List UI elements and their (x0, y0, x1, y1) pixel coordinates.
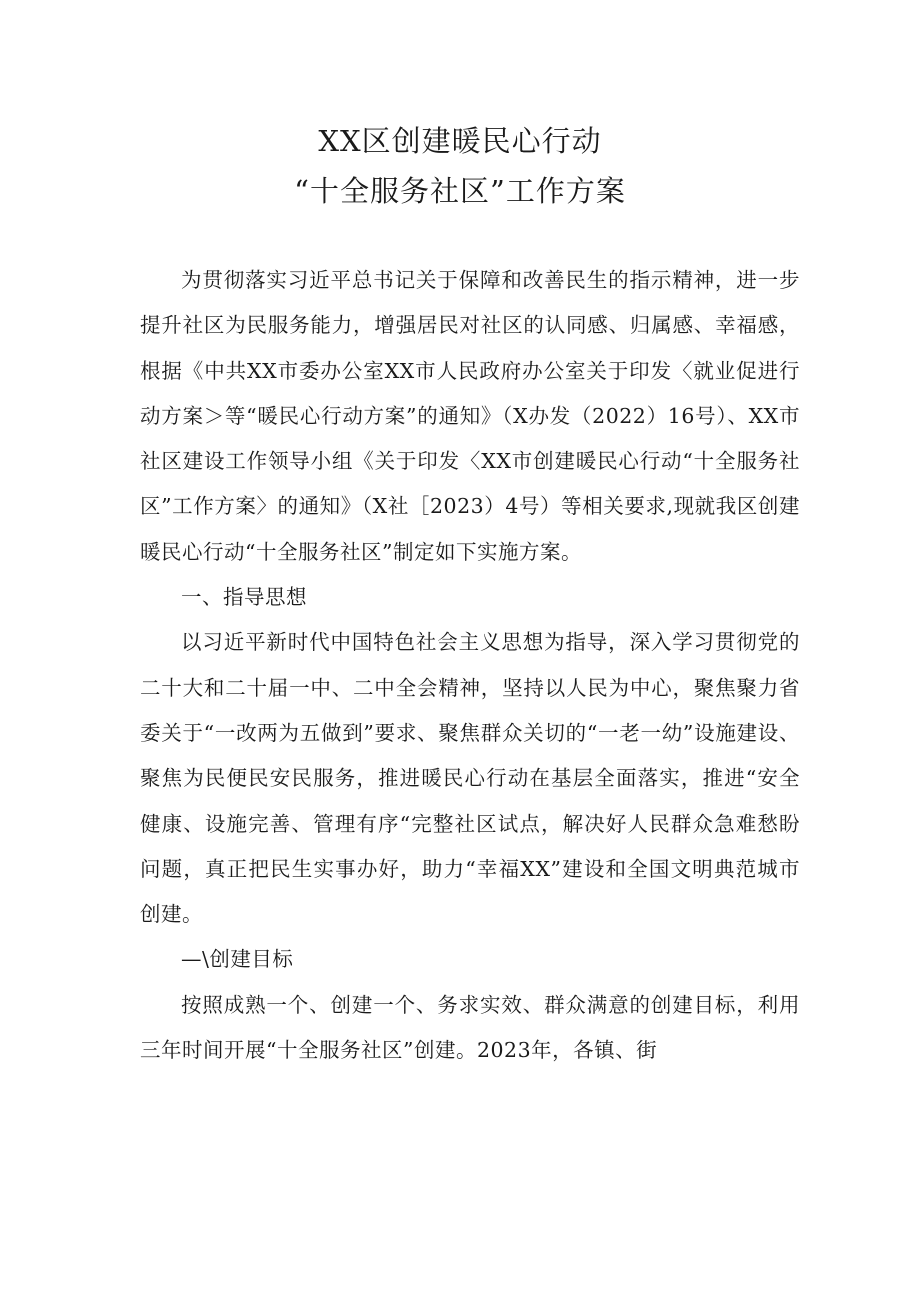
title-line-2: “十全服务社区”工作方案 (294, 174, 626, 208)
goals-paragraph: 按照成熟一个、创建一个、务求实效、群众满意的创建目标，利用三年时间开展“十全服务社区”创建。2023年，各镇、街 (140, 992, 800, 1063)
intro-paragraph: 为贯彻落实习近平总书记关于保障和改善民生的指示精神，进一步提升社区为民服务能力，增强居民对社区的认同感、归属感、幸福感，根据《中共XX市委办公室XX市人民政府办公室关于印发〈就业促进行动方案＞等“暖民心行动方案”的通知》（X办发（2022）16号）、XX市社区建设工作领导小组《关于印发〈XX市创建暖民心行动“十全服务社区”工作方案〉的通知》（X社［2023）4号）等相关要求,现就我区创建暖民心行动“十全服务社区”制定如下实施方案。 (140, 268, 800, 564)
section-heading-guiding-thought: 一、指导思想 (181, 585, 307, 610)
title-line-1: XX区创建暖民心行动 (318, 124, 602, 158)
section-heading-goals: —\创建目标 (181, 947, 294, 972)
guiding-thought-paragraph: 以习近平新时代中国特色社会主义思想为指导，深入学习贯彻党的二十大和二十届一中、二中全会精神，坚持以人民为中心，聚焦聚力省委关于“一改两为五做到”要求、聚焦群众关切的“一老一幼”设施建设、聚焦为民便民安民服务，推进暖民心行动在基层全面落实，推进“安全健康、设施完善、管理有序“完整社区试点，解决好人民群众急难愁盼问题，真正把民生实事办好，助力“幸福XX”建设和全国文明典范城市创建。 (140, 630, 800, 927)
document-body (140, 258, 800, 1073)
document-title (0, 116, 920, 216)
